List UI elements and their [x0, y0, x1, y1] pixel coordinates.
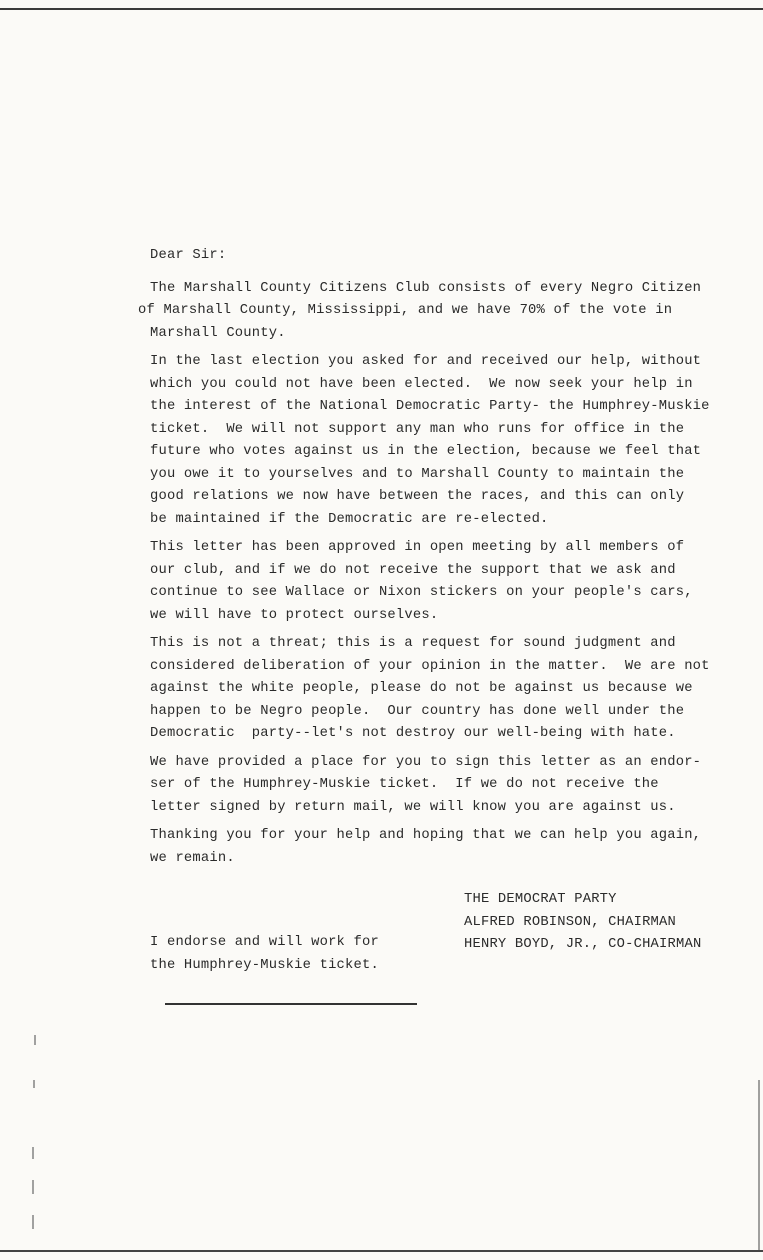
text-line: the interest of the National Democratic Party- the Humphrey-Muskie — [150, 399, 710, 414]
endorsement-line: I endorse and will work for — [150, 935, 379, 950]
paragraph-request — [150, 633, 762, 746]
text-line: happen to be Negro people. Our country has done well under the — [150, 703, 685, 719]
paragraph-election — [150, 351, 762, 531]
text-line: Democratic party--let's not destroy our well-being with hate. — [150, 726, 676, 741]
right-edge-mark — [758, 1080, 760, 1250]
paragraph-approval — [150, 537, 762, 627]
party-name: THE DEMOCRAT PARTY — [464, 892, 617, 907]
text-line: Thanking you for your help and hoping that we can help you again, — [150, 828, 702, 843]
paragraph-closing — [150, 825, 762, 870]
signature-line[interactable] — [165, 1003, 417, 1005]
chairman-name: ALFRED ROBINSON, CHAIRMAN — [464, 914, 676, 930]
text-line: our club, and if we do not receive the support that we ask and — [150, 562, 676, 578]
text-line: future who votes against us in the election, because we feel that — [150, 444, 702, 459]
top-edge-rule — [0, 8, 763, 10]
text-line: good relations we now have between the races, and this can only — [150, 489, 685, 504]
letter-body — [138, 245, 762, 876]
text-line: be maintained if the Democratic are re-elected. — [150, 511, 549, 527]
text-line: The Marshall County Citizens Club consists of every Negro Citizen — [150, 280, 702, 296]
text-line: considered deliberation of your opinion in the matter. We are not — [150, 658, 710, 674]
paragraph-membership — [138, 278, 762, 346]
margin-mark — [32, 1180, 34, 1194]
text-line: you owe it to yourselves and to Marshall County to maintain the — [150, 466, 685, 482]
text-line: we will have to protect ourselves. — [150, 607, 439, 623]
text-line: This letter has been approved in open meeting by all members of — [150, 540, 685, 555]
margin-mark — [32, 1147, 34, 1159]
text-line: letter signed by return mail, we will know you are against us. — [150, 799, 676, 815]
text-line: which you could not have been elected. We now seek your help in — [150, 376, 693, 392]
salutation: Dear Sir: — [150, 248, 227, 263]
text-line: we remain. — [150, 850, 235, 866]
endorsement-block — [150, 932, 440, 977]
margin-mark — [32, 1215, 34, 1229]
text-line: ser of the Humphrey-Muskie ticket. If we do not receive the — [150, 777, 659, 792]
text-line: ticket. We will not support any man who runs for office in the — [150, 421, 685, 437]
endorsement-line: the Humphrey-Muskie ticket. — [150, 957, 379, 973]
margin-mark — [33, 1080, 35, 1088]
bottom-edge-rule — [0, 1250, 763, 1252]
text-line: Marshall County. — [150, 325, 286, 341]
signature-block — [464, 889, 762, 957]
text-line: We have provided a place for you to sign this letter as an endor- — [150, 754, 702, 770]
co-chairman-name: HENRY BOYD, JR., CO-CHAIRMAN — [464, 937, 702, 952]
text-line: against the white people, please do not be against us because we — [150, 681, 693, 696]
text-line: of Marshall County, Mississippi, and we have 70% of the vote in — [138, 303, 673, 318]
margin-mark — [34, 1035, 36, 1045]
paragraph-signing — [150, 752, 762, 820]
text-line: In the last election you asked for and received our help, without — [150, 354, 702, 369]
text-line: This is not a threat; this is a request for sound judgment and — [150, 636, 676, 651]
text-line: continue to see Wallace or Nixon stickers on your people's cars, — [150, 585, 693, 600]
